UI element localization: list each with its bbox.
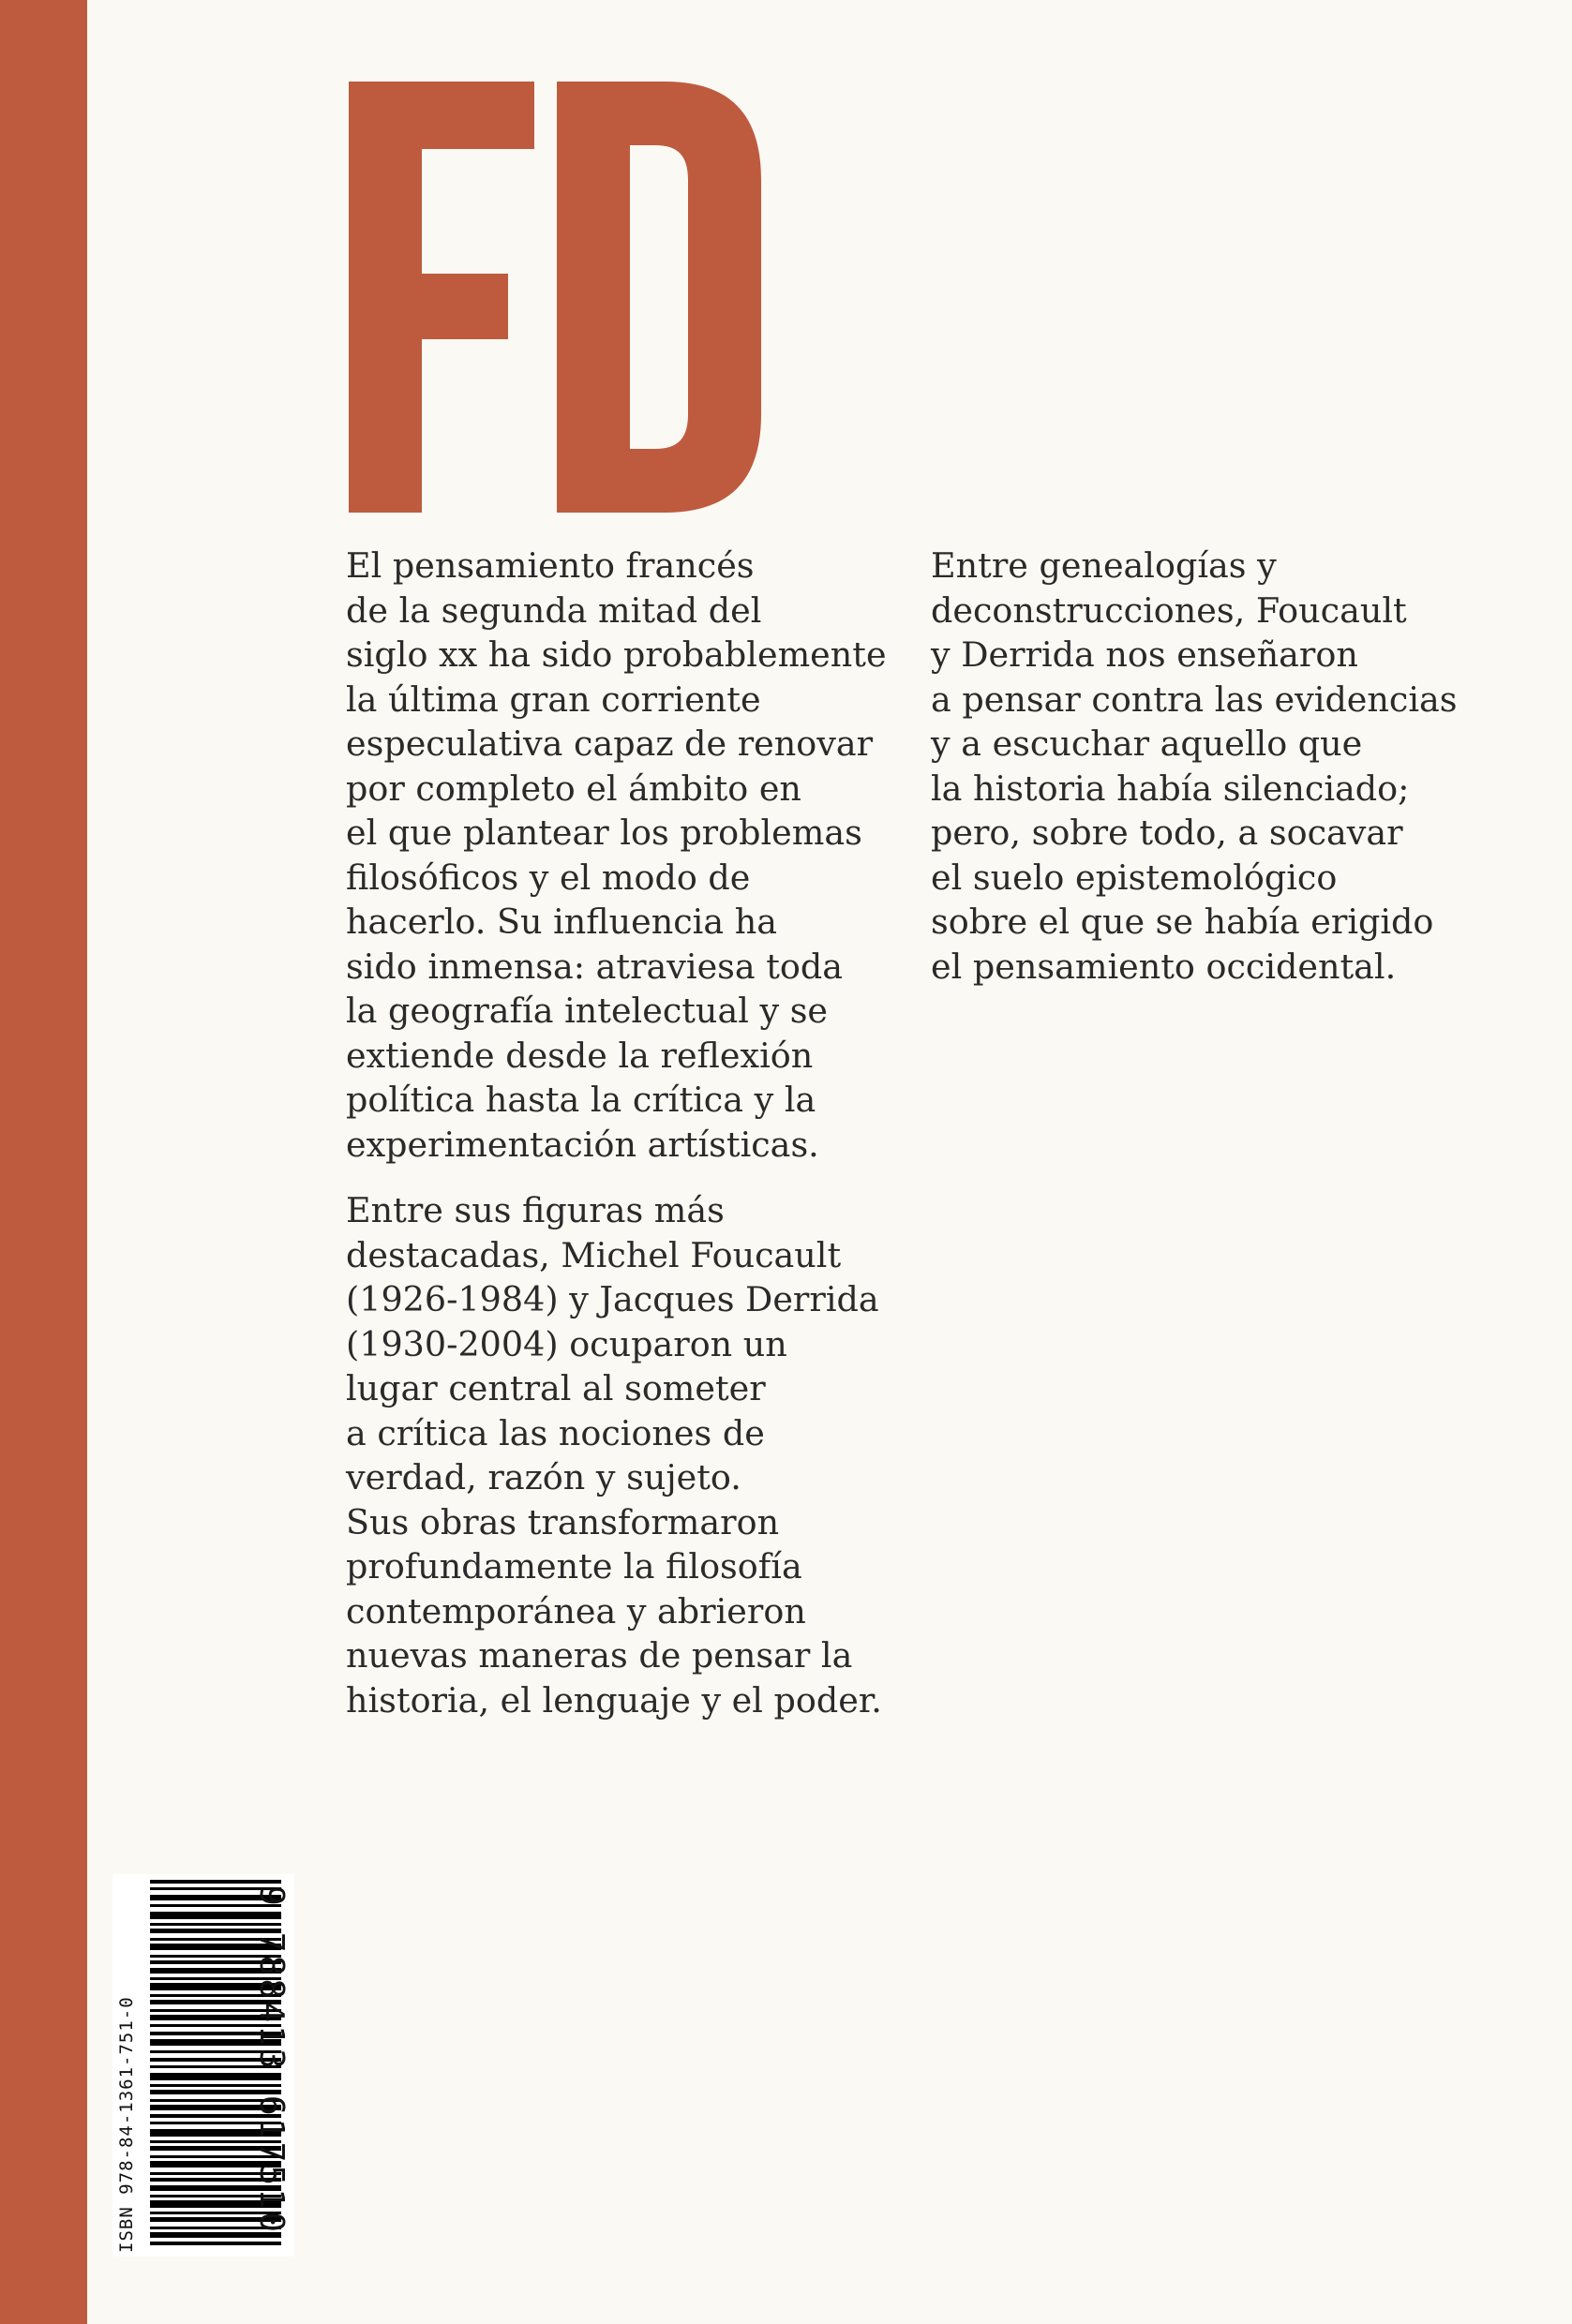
letter-f-glyph: [349, 82, 536, 513]
spine-color-bar: [0, 0, 87, 2324]
blurb-left-column: [346, 544, 908, 1744]
blurb-paragraph: Entre genealogías y deconstrucciones, Foucault y Derrida nos enseñaron a pensar contra las evidencias y a escuchar aquello que la historia había silenciado; pero, sobre todo, a socavar el suelo epistemológico sobre el que se había erigido el pensamiento occidental.: [931, 545, 1458, 987]
blurb-paragraph: Entre sus figuras más destacadas, Michel Foucault (1926-1984) y Jacques Derrida (1930-2004) ocuparon un lugar central al someter a crítica las nociones de verdad, razón y sujeto. Sus obras transformaron profundamente la filosofía contemporánea y abrieron nuevas maneras de pensar la historia, el lenguaje y el poder.: [346, 1190, 882, 1721]
blurb-right-column: [931, 544, 1531, 1010]
isbn-label: ISBN 978-84-1361-751-0: [116, 1996, 137, 2253]
letter-d-glyph: [557, 82, 761, 513]
fd-monogram: [349, 82, 761, 513]
blurb-paragraph: El pensamiento francés de la segunda mitad del siglo xx ha sido probablemente la última gran corriente especulativa capaz de renovar por completo el ámbito en el que plantear los problemas filosóficos y el modo de hacerlo. Su influencia ha sido inmensa: atraviesa toda la geografía intelectual y se extiende desde la reflexión política hasta la crítica y la experimentación artísticas.: [346, 545, 887, 1165]
barcode-digits: 9 788413 617510: [252, 1885, 291, 2236]
